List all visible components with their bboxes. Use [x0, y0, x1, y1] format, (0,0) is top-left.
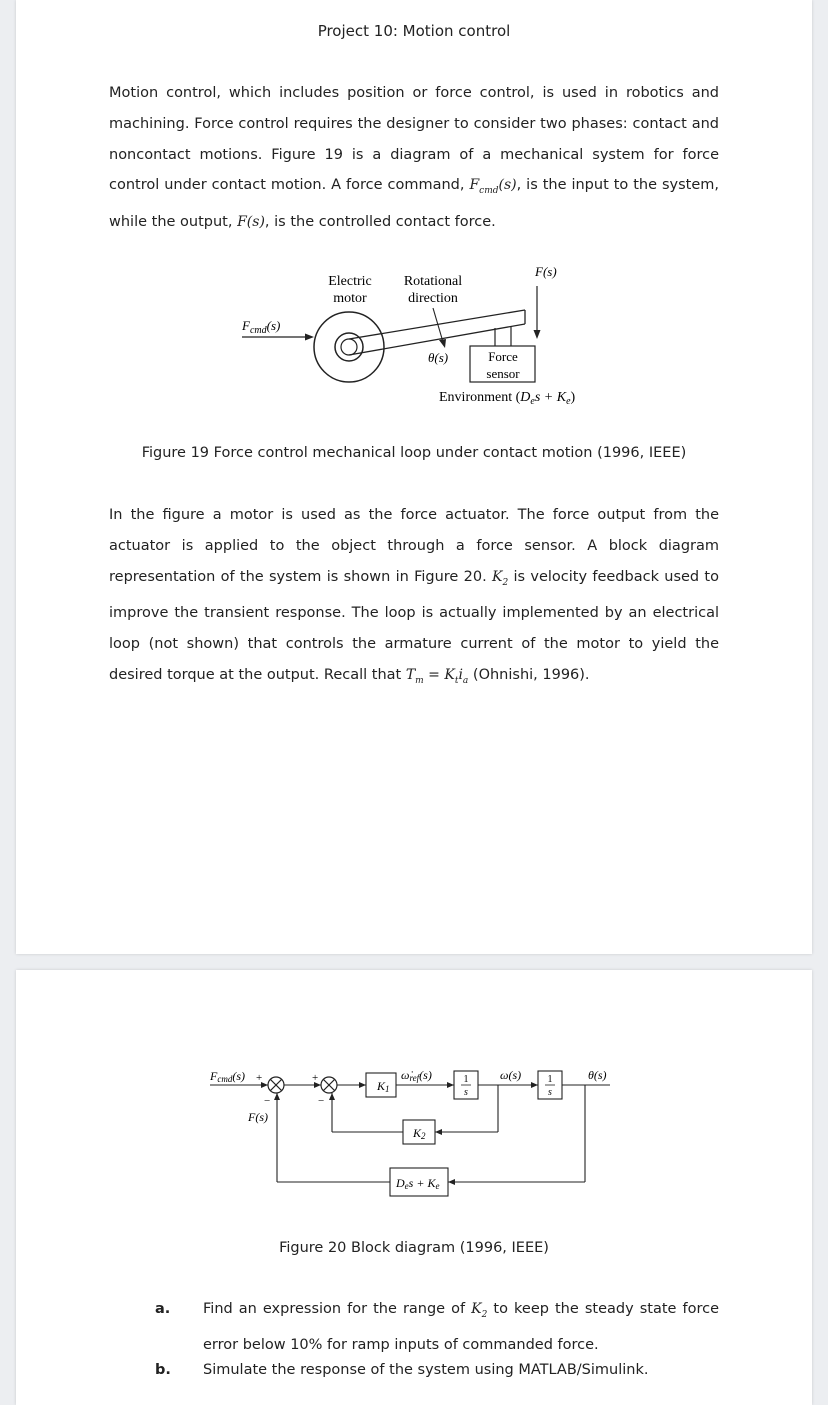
label-rotational-1: Rotational — [403, 274, 463, 289]
rotation-arrowhead — [439, 339, 446, 348]
motor-hub — [341, 339, 357, 355]
label-electric-motor-1: Electric — [328, 274, 372, 289]
fs-symbol: F(s) — [237, 213, 265, 230]
label-rotational-2: direction — [408, 291, 458, 306]
int1-num: 1 — [463, 1074, 469, 1085]
figure-19-diagram — [230, 258, 610, 418]
label-fs: F(s) — [535, 264, 557, 279]
label-theta-output: θ(s) — [588, 1068, 607, 1082]
sum1-feedback-arrowhead — [274, 1093, 280, 1100]
int1-den: s — [464, 1087, 468, 1098]
sum2-feedback-arrowhead — [329, 1093, 335, 1100]
int2-num: 1 — [547, 1074, 553, 1085]
label-environment: Environment $(D_es + K_e)$ — [439, 390, 576, 407]
k1-label: K1 — [377, 1079, 390, 1094]
body-paragraph: In the figure a motor is used as the force actuator. The force output from the actuator is applied to the object through a force sensor. A block diagram representation of the system is shown in Figure 20. $K_2$ is velocity feedback used to improve the transient response. The loop is actually implemented by an electrical loop (not shown) that controls the armature current of the motor to yield the desired torque at the output. Recall that $T_m = K_ti_a$ (Ohnishi, 1996). — [109, 507, 719, 686]
sum1-minus: − — [264, 1095, 271, 1107]
fcmd-symbol: $F_{cmd}(s)$ — [469, 177, 517, 197]
label-fs-feedback: F(s) — [248, 1110, 268, 1124]
k2-symbol-q: $K_2$ — [471, 1301, 488, 1320]
question-b-label: b. — [155, 1362, 171, 1378]
label-omega-ref: ω̇ref(s) — [401, 1068, 432, 1083]
label-sensor: sensor — [486, 366, 520, 381]
label-electric-motor-2: motor — [333, 291, 367, 306]
fs-arrowhead — [534, 330, 541, 339]
int2-den: s — [548, 1087, 552, 1098]
env-label: Des + Ke — [396, 1176, 440, 1191]
k2-symbol: $K_2$ — [492, 568, 509, 588]
k1-arrowhead — [359, 1082, 366, 1088]
sum2-minus: − — [318, 1095, 325, 1107]
label-theta: θ(s) — [428, 350, 449, 365]
intro-paragraph: Motion control, which includes position or force control, is used in robotics and machining. Force control requires the designer to consider two phases: contact and noncontact motions. Figure 19 is a diagram of a mechanical system for force control under contact motion. A force command, $F_{cmd}(s)$, is the input to the system, while the output, F(s), is the controlled contact force. — [109, 85, 720, 230]
int1-arrowhead — [447, 1082, 454, 1088]
motor-outer-circle — [314, 312, 384, 382]
k2-arrowhead — [435, 1129, 442, 1135]
label-fcmd-input: Fcmd(s) — [210, 1069, 246, 1084]
torque-equation: $T_m = K_ti_a$ — [405, 666, 469, 686]
question-b-text: Simulate the response of the system using MATLAB/Simulink. — [203, 1362, 649, 1378]
sum2-plus: + — [312, 1072, 319, 1084]
question-a-label: a. — [155, 1301, 171, 1317]
question-a-text: Find an expression for the range of $K_2$ to keep the steady state force error below 10% for ramp inputs of commanded force. — [203, 1301, 719, 1354]
sum1-plus: + — [256, 1072, 263, 1084]
int2-arrowhead — [531, 1082, 538, 1088]
k2-label: K2 — [413, 1126, 426, 1141]
input-arrowhead — [305, 334, 314, 341]
figure-20-caption: Figure 20 Block diagram (1996, IEEE) — [279, 1240, 549, 1256]
env-arrowhead — [448, 1179, 455, 1185]
label-omega: ω(s) — [500, 1068, 522, 1082]
label-force: Force — [488, 349, 518, 364]
figure-19-caption: Figure 19 Force control mechanical loop under contact motion (1996, IEEE) — [141, 445, 687, 461]
label-fcmd: $F_{cmd}(s)$ — [242, 318, 281, 336]
page-title: Project 10: Motion control — [317, 22, 511, 40]
figure-20-block-diagram — [200, 1060, 620, 1200]
